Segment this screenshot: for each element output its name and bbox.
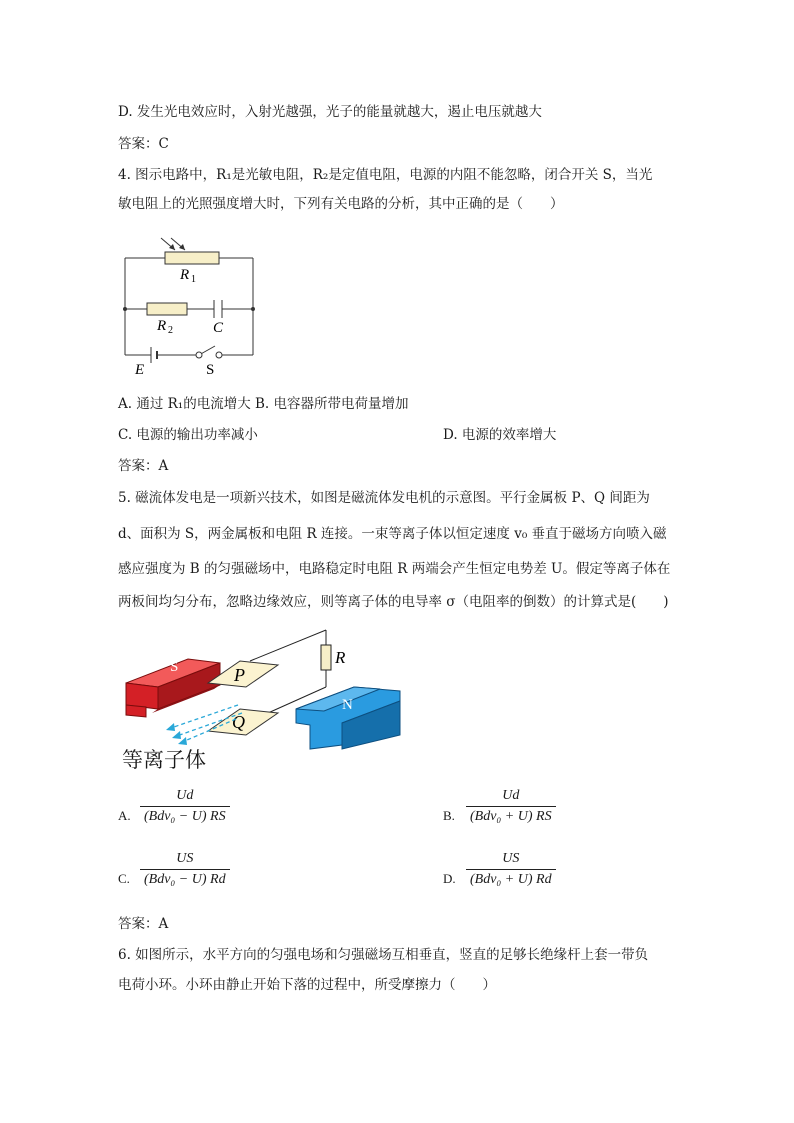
- q5-option-b-formula: [466, 788, 556, 825]
- q4-stem-line2: 敏电阻上的光照强度增大时，下列有关电路的分析，其中正确的是（ ）: [118, 196, 564, 212]
- q5-stem-line1: 5. 磁流体发电是一项新兴技术，如图是磁流体发电机的示意图。平行金属板 P、Q 间距为: [118, 490, 650, 506]
- label-r1: R: [180, 267, 190, 283]
- q5-option-c-label: C.: [118, 871, 130, 886]
- q5-option-a-formula: [140, 788, 230, 825]
- q4-circuit-diagram: [115, 228, 265, 378]
- q4-stem-line1: 4. 图示电路中，R₁是光敏电阻，R₂是定值电阻，电源的内阻不能忽略，闭合开关 S，当光: [118, 167, 653, 183]
- label-e: E: [135, 362, 145, 378]
- q5-option-c-num: US: [176, 851, 194, 866]
- label-c: C: [213, 320, 224, 336]
- resistor-r2: [147, 303, 187, 315]
- label-r2-sub: 2: [168, 325, 173, 336]
- q4-option-c: C. 电源的输出功率减小: [118, 427, 258, 443]
- q5-option-b-label: B.: [443, 808, 455, 823]
- q3-answer: 答案：C: [118, 136, 169, 152]
- q5-option-a-num: Ud: [176, 788, 194, 803]
- label-r1-sub: 1: [191, 274, 196, 285]
- q5-option-d-num: US: [502, 851, 520, 866]
- q5-option-b-den: (Bdv₀ + U) RS: [466, 806, 556, 825]
- label-q: Q: [232, 712, 245, 732]
- label-s: S: [206, 362, 215, 378]
- q5-stem-line2: d、面积为 S，两金属板和电阻 R 连接。一束等离子体以恒定速度 v₀ 垂直于磁场方向喷入磁: [118, 526, 667, 542]
- q5-option-d-den: (Bdv₀ + U) Rd: [466, 869, 556, 888]
- q3-option-d: D. 发生光电效应时，入射光越强，光子的能量就越大，遏止电压就越大: [118, 104, 542, 120]
- label-plasma: 等离子体: [122, 748, 206, 772]
- label-p: P: [234, 665, 245, 685]
- q5-stem-line3: 感应强度为 B 的匀强磁场中，电路稳定时电阻 R 两端会产生恒定电势差 U。假定等离子体在: [118, 561, 671, 577]
- q4-option-d: D. 电源的效率增大: [443, 427, 557, 443]
- resistor-r1: [165, 252, 219, 264]
- q5-answer: 答案：A: [118, 916, 169, 932]
- resistor-r: [321, 645, 331, 670]
- q4-option-ab: A. 通过 R₁的电流增大 B. 电容器所带电荷量增加: [118, 396, 409, 412]
- q5-option-c-formula: [140, 851, 230, 888]
- label-r: R: [335, 648, 346, 667]
- q6-stem-line2: 电荷小环。小环由静止开始下落的过程中，所受摩擦力（ ）: [118, 977, 496, 993]
- q5-option-b-num: Ud: [502, 788, 520, 803]
- q6-stem-line1: 6. 如图所示，水平方向的匀强电场和匀强磁场互相垂直，竖直的足够长绝缘杆上套一带负: [118, 947, 649, 963]
- q5-stem-line4: 两板间均匀分布，忽略边缘效应，则等离子体的电导率 σ（电阻率的倒数）的计算式是( ): [118, 594, 669, 610]
- q5-option-d-label: D.: [443, 871, 456, 886]
- q5-option-a-label: A.: [118, 808, 131, 823]
- label-s: S: [170, 659, 179, 675]
- q4-answer: 答案：A: [118, 458, 169, 474]
- label-n: N: [342, 697, 353, 713]
- q5-option-c-den: (Bdv₀ − U) Rd: [140, 869, 230, 888]
- q5-option-a-den: (Bdv₀ − U) RS: [140, 806, 230, 825]
- q5-option-d-formula: [466, 851, 556, 888]
- label-r2: R: [157, 318, 167, 334]
